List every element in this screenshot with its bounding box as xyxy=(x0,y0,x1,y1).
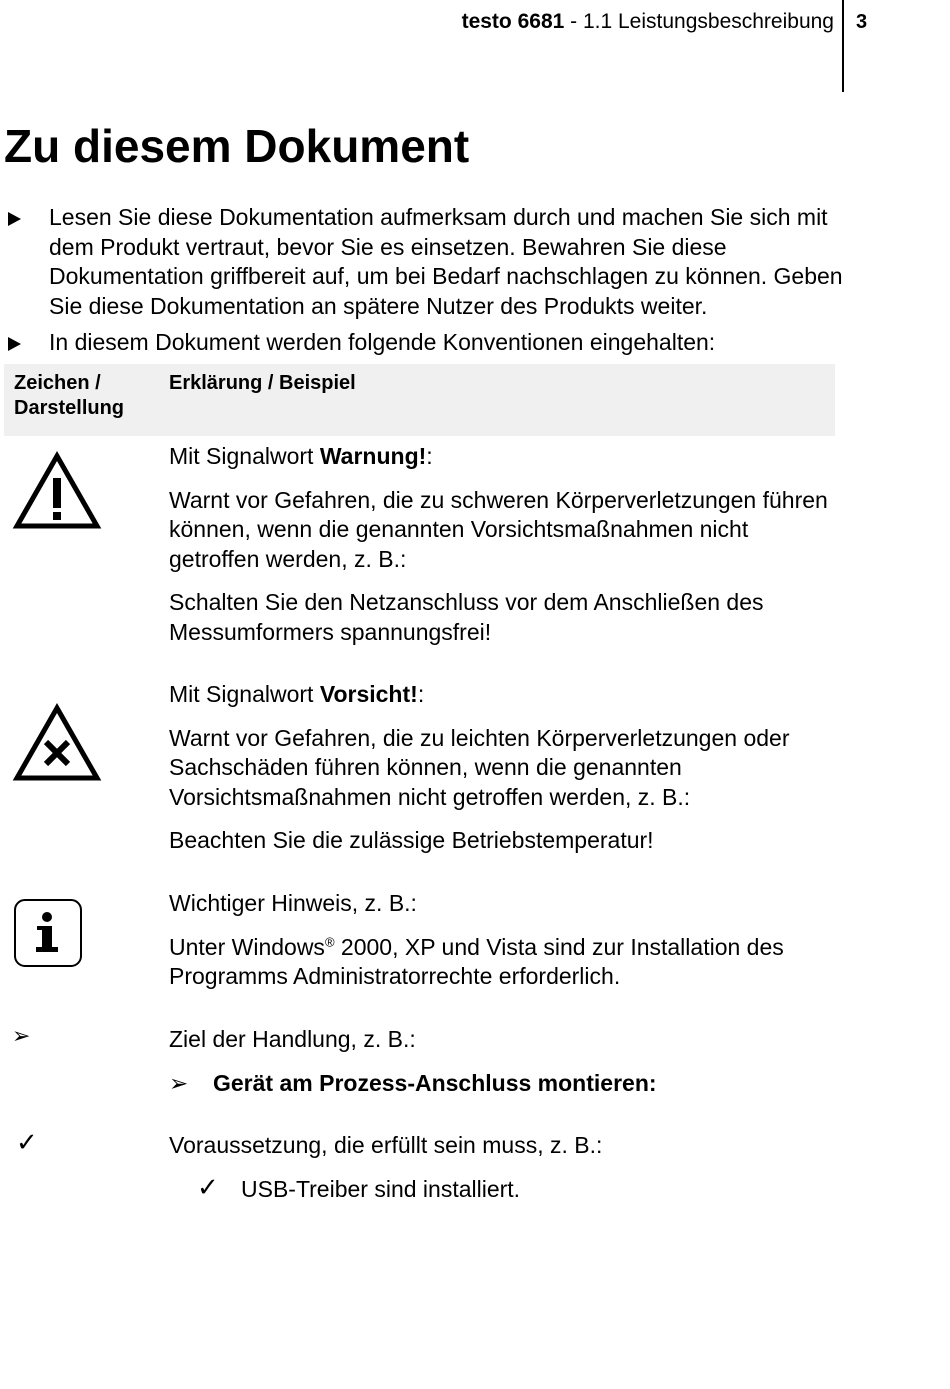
intro-list xyxy=(0,203,850,365)
signal-example: Schalten Sie den Netzanschluss vor dem Anschließen des Messumformers spannungsfrei! xyxy=(169,589,764,645)
goal-example-text: Gerät am Prozess-Anschluss montieren: xyxy=(213,1069,657,1096)
arrow-bullet-icon: ➢ xyxy=(169,1069,189,1096)
triangle-bullet-icon xyxy=(8,212,21,226)
signal-word: Warnung! xyxy=(319,443,427,469)
table-header xyxy=(4,364,835,436)
arrow-bullet-icon: ➢ xyxy=(12,1023,31,1048)
goal-example xyxy=(169,1069,839,1099)
check-icon: ✓ xyxy=(16,1127,38,1157)
page-number: 3 xyxy=(856,11,868,33)
convention-text xyxy=(169,442,839,661)
info-lead: Wichtiger Hinweis, z. B.: xyxy=(169,890,417,916)
check-icon: ✓ xyxy=(197,1171,219,1202)
header-section: - 1.1 Leistungsbeschreibung xyxy=(564,10,834,33)
intro-item xyxy=(0,203,850,321)
convention-text xyxy=(169,680,839,870)
caution-x-icon xyxy=(12,702,102,787)
page-title: Zu diesem Dokument xyxy=(4,120,470,172)
running-header xyxy=(0,8,834,36)
intro-text: In diesem Dokument werden folgende Konventionen eingehalten: xyxy=(49,329,716,355)
intro-item xyxy=(0,328,850,358)
info-example: Unter Windows® 2000, XP und Vista sind zur Installation des Programms Administratorrechte erforderlich. xyxy=(169,933,784,989)
header-divider xyxy=(842,0,844,92)
convention-text xyxy=(169,1025,839,1098)
signal-word-line: Mit Signalwort Vorsicht!: xyxy=(169,681,425,707)
convention-text xyxy=(169,889,839,1006)
signal-word: Vorsicht! xyxy=(319,681,418,707)
column-header-sign: Zeichen / Darstellung xyxy=(14,372,125,419)
signal-word-line: Mit Signalwort Warnung!: xyxy=(169,443,433,469)
info-icon xyxy=(12,897,84,974)
header-brand: testo 6681 xyxy=(461,10,565,33)
triangle-bullet-icon xyxy=(8,337,21,351)
convention-text xyxy=(169,1131,839,1204)
column-header-explanation: Erklärung / Beispiel xyxy=(169,372,356,394)
signal-description: Warnt vor Gefahren, die zu leichten Körperverletzungen oder Sachschäden führen können, wenn die genannten Vorsichtsmaßnahmen nicht getroffen werden, z. B.: xyxy=(169,724,790,810)
goal-lead: Ziel der Handlung, z. B.: xyxy=(169,1026,416,1052)
prereq-lead: Voraussetzung, die erfüllt sein muss, z. B.: xyxy=(169,1132,603,1158)
intro-text: Lesen Sie diese Dokumentation aufmerksam durch und machen Sie sich mit dem Produkt vertraut, bevor Sie es einsetzen. Bewahren Sie diese Dokumentation griffbereit auf, um bei Bedarf nachschlagen zu können. Geben Sie diese Dokumentation an spätere Nutzer des Produkts weiter. xyxy=(49,204,843,319)
signal-example: Beachten Sie die zulässige Betriebstemperatur! xyxy=(169,827,654,853)
prereq-example xyxy=(169,1171,839,1205)
warning-exclamation-icon xyxy=(12,450,102,535)
prereq-example-text: USB-Treiber sind installiert. xyxy=(241,1175,521,1202)
signal-description: Warnt vor Gefahren, die zu schweren Körperverletzungen führen können, wenn die genannten Vorsichtsmaßnahmen nicht getroffen werden, z. B.: xyxy=(169,486,828,572)
